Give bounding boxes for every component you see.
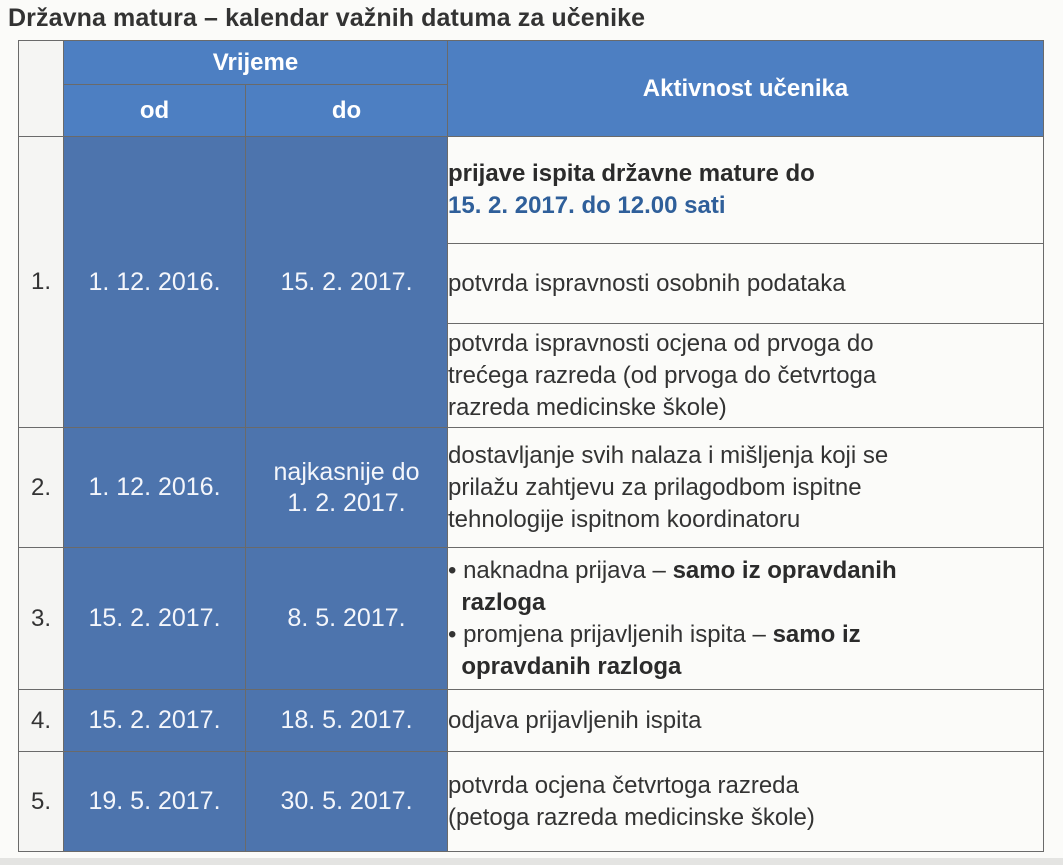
bullet-bold: opravdanih razloga bbox=[461, 652, 682, 680]
bullet-bold: razloga bbox=[461, 588, 546, 616]
table-row bbox=[19, 548, 1044, 690]
bullet-bold: samo iz opravdanih bbox=[672, 556, 897, 584]
activity-deadline: 15. 2. 2017. do 12.00 sati bbox=[448, 192, 726, 219]
date-to: 30. 5. 2017. bbox=[246, 752, 448, 852]
bullet-item bbox=[448, 555, 1043, 619]
bullet-plain: promjena prijavljenih ispita – bbox=[463, 620, 773, 648]
activity-cell bbox=[448, 690, 1044, 752]
activity-line: (petoga razreda medicinske škole) bbox=[448, 803, 815, 831]
activity-cell bbox=[448, 548, 1044, 690]
row-number: 3. bbox=[19, 548, 64, 690]
date-to: 18. 5. 2017. bbox=[246, 690, 448, 752]
activity-cell bbox=[448, 428, 1044, 548]
date-to-prefix: najkasnije do bbox=[273, 457, 420, 486]
date-from: 1. 12. 2016. bbox=[64, 428, 246, 548]
table-row bbox=[19, 752, 1044, 852]
row-number: 5. bbox=[19, 752, 64, 852]
header-to: do bbox=[246, 85, 448, 137]
activity-line: prilažu zahtjevu za prilagodbom ispitne bbox=[448, 473, 862, 501]
row-number: 1. bbox=[19, 137, 64, 428]
bullet-icon: • bbox=[448, 620, 457, 648]
date-to-value: 1. 2. 2017. bbox=[287, 488, 406, 517]
header-time: Vrijeme bbox=[64, 41, 448, 85]
date-to: 15. 2. 2017. bbox=[246, 137, 448, 428]
row-number: 2. bbox=[19, 428, 64, 548]
date-to bbox=[246, 428, 448, 548]
activity-line: potvrda ispravnosti ocjena od prvoga do bbox=[448, 329, 874, 357]
date-from: 19. 5. 2017. bbox=[64, 752, 246, 852]
date-from: 1. 12. 2016. bbox=[64, 137, 246, 428]
page-bottom-edge bbox=[0, 858, 1063, 865]
table-row bbox=[19, 690, 1044, 752]
activity-line: tehnologije ispitnom koordinatoru bbox=[448, 505, 801, 533]
header-row bbox=[19, 41, 1044, 85]
date-from: 15. 2. 2017. bbox=[64, 690, 246, 752]
activity-line: potvrda ocjena četvrtoga razreda bbox=[448, 771, 799, 799]
activity-cell bbox=[448, 244, 1044, 324]
table-row bbox=[19, 428, 1044, 548]
activity-cell bbox=[448, 752, 1044, 852]
activity-text: prijave ispita državne mature do bbox=[448, 160, 815, 187]
calendar-table bbox=[18, 40, 1044, 852]
bullet-bold: samo iz bbox=[772, 620, 861, 648]
header-from: od bbox=[64, 85, 246, 137]
activity-cell bbox=[448, 324, 1044, 428]
date-to: 8. 5. 2017. bbox=[246, 548, 448, 690]
header-activity: Aktivnost učenika bbox=[448, 41, 1044, 137]
header-number-cell bbox=[19, 41, 64, 137]
activity-text: odjava prijavljenih ispita bbox=[448, 706, 702, 734]
activity-line: dostavljanje svih nalaza i mišljenja koji se bbox=[448, 441, 889, 469]
table-row bbox=[19, 137, 1044, 244]
activity-line: razreda medicinske škole) bbox=[448, 393, 727, 421]
bullet-plain: naknadna prijava – bbox=[463, 556, 673, 584]
activity-line: trećega razreda (od prvoga do četvrtoga bbox=[448, 361, 877, 389]
date-from: 15. 2. 2017. bbox=[64, 548, 246, 690]
bullet-icon: • bbox=[448, 556, 457, 584]
activity-text: potvrda ispravnosti osobnih podataka bbox=[448, 269, 846, 297]
activity-cell bbox=[448, 137, 1044, 244]
bullet-item bbox=[448, 619, 1043, 683]
page-title: Državna matura – kalendar važnih datuma za učenike bbox=[8, 4, 646, 32]
row-number: 4. bbox=[19, 690, 64, 752]
